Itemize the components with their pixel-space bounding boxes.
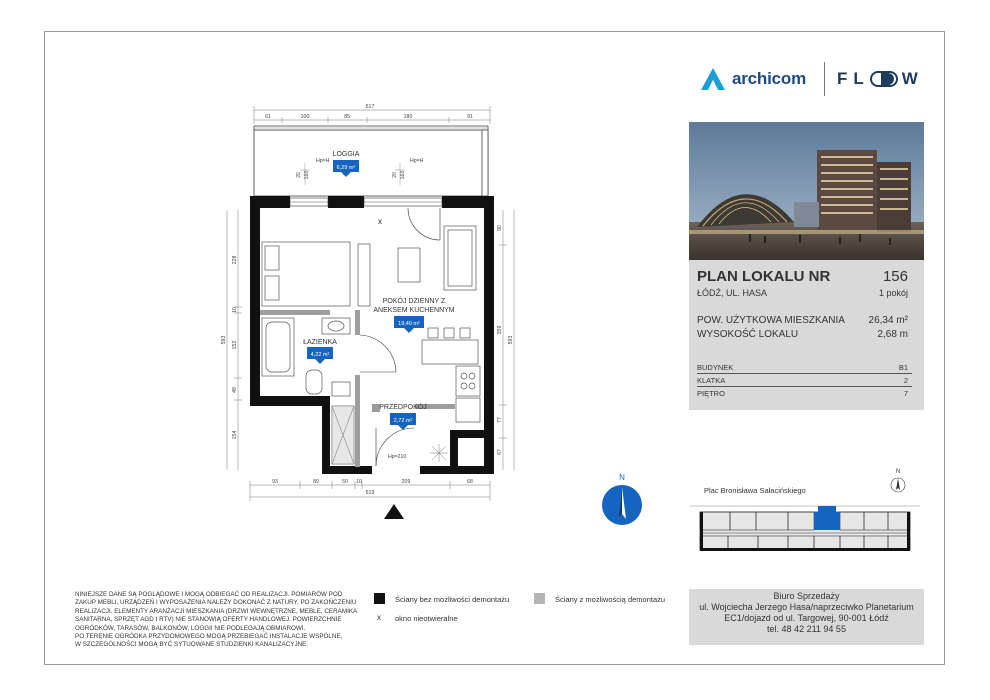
plan-title: PLAN LOKALU NR	[697, 268, 831, 285]
loggia-area	[254, 126, 488, 196]
sales-office-address-1: ul. Wojciecha Jerzego Hasa/naprzeciwko Planetarium	[699, 602, 914, 612]
legend-window-mark: x	[377, 613, 381, 622]
door-hp-label: Hp=210	[388, 454, 407, 460]
dim-top-part: 180	[403, 114, 413, 120]
staircase-label: KLATKA	[697, 376, 726, 385]
logo-divider	[824, 62, 825, 96]
partition-walls	[260, 310, 455, 467]
floor-label: PIĘTRO	[697, 389, 725, 398]
entrance-mat-icon	[430, 444, 448, 462]
legend-fixed-wall-label: Ściany bez możliwości demontażu	[395, 595, 510, 604]
site-plan-street: Plac Bronisława Sałacińskiego	[704, 486, 806, 495]
dim-bottom-part: 93	[272, 479, 278, 485]
disclaimer-line: OGRÓDKÓW, TARASÓW, BALKONÓW, LOGGII NIE PODLEGAJĄ OBMIAROWI.	[75, 624, 306, 632]
project-logo-part2: W	[901, 69, 924, 88]
room-name-loggia: LOGGIA	[332, 151, 360, 158]
room-area-hall: 2,72 m²	[393, 418, 413, 424]
dim-top-total: 517	[365, 104, 375, 110]
site-plan-map	[690, 500, 920, 565]
area-label: POW. UŻYTKOWA MIESZKANIA	[697, 315, 845, 326]
window-height: 20	[296, 172, 302, 178]
project-logo	[837, 69, 924, 89]
dim-right-part: 67	[497, 449, 503, 455]
dim-right-total: 593	[508, 335, 514, 345]
dim-left-total: 593	[221, 335, 227, 345]
room-name-living-2: ANEKSEM KUCHENNYM	[373, 307, 455, 314]
height-row	[697, 329, 908, 340]
room-area-living: 19,40 m²	[398, 321, 420, 327]
project-logo-part1: FL	[837, 69, 870, 88]
window-height: 160	[304, 170, 310, 180]
staircase-value: 2	[903, 376, 908, 385]
highlighted-unit	[814, 512, 840, 530]
room-area-badge-pointer	[341, 172, 351, 177]
unit-address: ŁÓDŹ, UL. HASA	[697, 288, 768, 298]
site-compass-needle	[896, 478, 900, 490]
height-value: 2,68 m	[877, 329, 908, 340]
dim-left-part: 10	[232, 307, 238, 313]
dim-left-part: 154	[232, 430, 238, 440]
disclaimer-line: ZAKUP MEBLI, URZĄDZEŃ I WYPOSAŻENIA NALEŻY DOKONAĆ Z NATURY, PO ZAKOŃCZENIU	[75, 599, 357, 607]
dim-right-part: 359	[497, 325, 503, 335]
building-row	[697, 363, 908, 372]
disclaimer-line: NINIEJSZE DANE SĄ POGLĄDOWE I MOGĄ ODBIEGAĆ OD REALIZACJI. POMIARÓW POD	[75, 591, 343, 598]
building-value: B1	[898, 363, 908, 372]
dim-top-part: 61	[265, 114, 271, 120]
building-visualization	[689, 122, 924, 260]
bathroom-door-swing	[360, 335, 396, 372]
dim-top-part: 91	[467, 114, 473, 120]
area-row	[697, 315, 908, 326]
dim-bottom-total: 519	[365, 490, 375, 496]
dim-top-part: 100	[300, 114, 310, 120]
dim-bottom-part: 68	[467, 479, 473, 485]
north-compass	[598, 470, 648, 528]
window-height: 160	[400, 170, 406, 180]
site-north-label: N	[895, 469, 901, 475]
divider	[697, 373, 912, 374]
dim-left-part: 49	[232, 387, 238, 393]
room-area-badge-pointer	[398, 425, 408, 430]
legend-removable-wall-label: Ściany z możliwością demontażu	[555, 595, 666, 604]
disclaimer-line: REALIZACJI. ELEMENTY ARANŻACJI MIESZKANIA (DRZWI WEWNĘTRZNE, MEBLE, CERAMIKA	[75, 607, 358, 615]
height-label: WYSOKOŚĆ LOKALU	[697, 329, 799, 340]
dim-right-part: 77	[497, 417, 503, 423]
sales-office-address-2: EC1/dojazd od ul. Targowej, 90-001 Łódź	[724, 613, 889, 623]
room-name-living-1: POKÓJ DZIENNY Z	[382, 298, 446, 305]
room-area-bathroom: 4,22 m²	[310, 352, 330, 358]
floor-plan	[215, 100, 535, 525]
building-visualization-image	[689, 122, 924, 260]
entrance-arrow-icon	[384, 504, 404, 519]
window-hp-label: Hp=H	[410, 158, 424, 164]
furniture	[262, 226, 480, 464]
room-name-hall: PRZEDPOKÓJ	[379, 404, 427, 411]
dim-bottom-part: 209	[401, 479, 411, 485]
dim-left-part: 228	[232, 255, 238, 265]
dim-bottom-part: 89	[313, 479, 319, 485]
disclaimer-line: PO TERENIE OGRÓDKA PRZYDOMOWEGO MOGĄ PRZEBIEGAĆ INSTALACJE WSPÓLNE,	[75, 633, 343, 641]
compass-north-label: N	[619, 473, 625, 482]
room-area-badge-pointer	[404, 328, 414, 333]
building-label: BUDYNEK	[697, 363, 734, 372]
divider	[697, 386, 912, 387]
dim-top-part: 85	[344, 114, 350, 120]
sales-office-title: Biuro Sprzedaży	[773, 591, 840, 601]
sales-office-phone: tel. 48 42 211 94 55	[767, 624, 846, 634]
dim-bottom-part: 10	[356, 479, 362, 485]
disclaimer	[75, 591, 365, 650]
sales-office	[689, 589, 924, 645]
window-height: 20	[392, 172, 398, 178]
load-bearing-walls	[250, 196, 494, 474]
room-count: 1 pokój	[878, 288, 908, 298]
dim-left-part: 152	[232, 340, 238, 350]
floor-value: 7	[903, 389, 908, 398]
disclaimer-line: W SZCZEGÓLNOŚCI MOGĄ BYĆ SYTUOWANE STUDZIENKI KANALIZACYJNE.	[75, 641, 309, 649]
project-logo-o-icon	[870, 71, 898, 87]
room-area-loggia: 6,29 m²	[336, 165, 356, 171]
entrance-door-swing	[376, 428, 414, 466]
balcony-door-swing	[408, 208, 440, 240]
archicom-logo-icon	[700, 67, 726, 91]
unit-info-panel	[689, 260, 924, 410]
area-value: 26,34 m²	[868, 315, 908, 326]
brand-logo	[700, 62, 924, 96]
site-north-indicator	[888, 466, 908, 496]
staircase-row	[697, 376, 908, 385]
dim-bottom-part: 50	[342, 479, 348, 485]
legend-removable-wall-swatch	[534, 593, 545, 604]
floor-row	[697, 389, 908, 398]
room-name-bathroom: ŁAZIENKA	[303, 339, 337, 346]
dim-right-part: 90	[497, 225, 503, 231]
wardrobe	[332, 406, 354, 464]
legend-window-label: okno nieotwieralne	[395, 614, 458, 623]
unit-number: 156	[882, 268, 908, 285]
brand-name: archicom	[732, 69, 806, 88]
fixed-window-mark: x	[378, 217, 382, 226]
room-area-badge-pointer	[315, 359, 325, 364]
window-hp-label: Hp=H	[316, 158, 330, 164]
legend-fixed-wall-swatch	[374, 593, 385, 604]
disclaimer-line: SANITARNA, SPRZĘT AGD I RTV) NIE STANOWIĄ OFERTY HANDLOWEJ. POWIERZCHNIE	[75, 616, 342, 624]
